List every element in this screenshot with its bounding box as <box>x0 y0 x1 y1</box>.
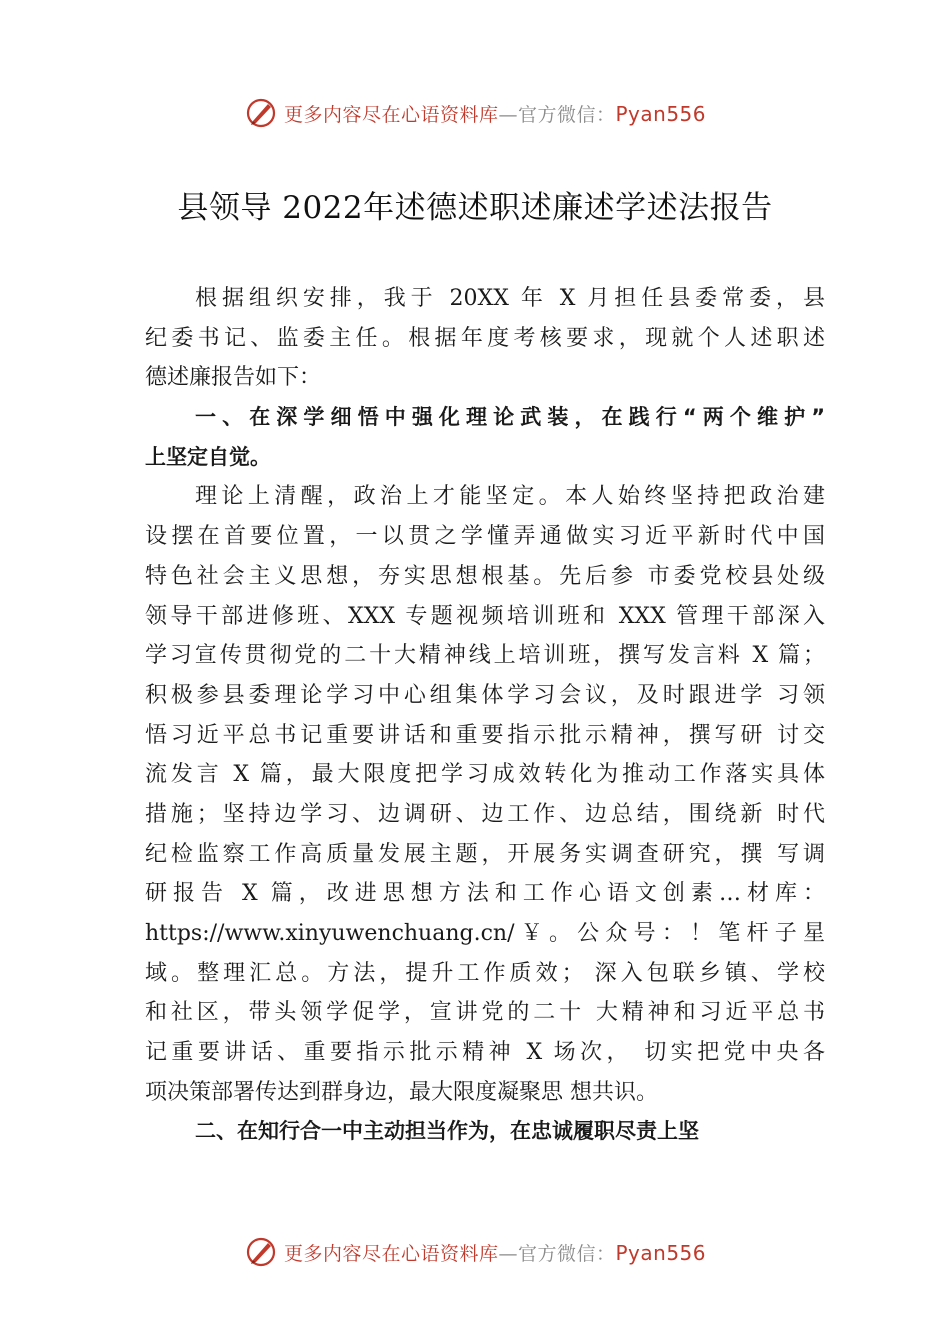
text-line: 积极参县委理论学习中心组集体学习会议，及时跟进学 习领 <box>145 682 825 708</box>
body-paragraph <box>145 477 825 1112</box>
text-line: 学习宣传贯彻党的二十大精神线上培训班，撰写发言料 X 篇； <box>145 643 825 669</box>
document-body <box>145 279 825 1152</box>
text-line: 理论上清醒，政治上才能坚定。本人始终坚持把政治建 <box>195 484 825 510</box>
text-line: 项决策部署传达到群身边，最大限度凝聚思 想共识。 <box>145 1079 658 1105</box>
text-line: 上坚定自觉。 <box>145 444 271 469</box>
document-title: 县领导 2022年述德述职述廉述学述法报告 <box>177 190 773 226</box>
text-line: 流发言 X 篇，最大限度把学习成效转化为推动工作落实具体 <box>145 762 825 788</box>
text-line: 措施；坚持边学习、边调研、边工作、边总结，围绕新 时代 <box>145 801 825 827</box>
text-line: 领导干部进修班、XXX 专题视频培训班和 XXX 管理干部深入 <box>145 603 825 629</box>
text-line: 悟习近平总书记重要讲话和重要指示批示精神，撰写研 讨交 <box>145 722 825 748</box>
text-line: 根据组织安排，我于 20XX 年 X 月担任县委常委，县 <box>195 286 825 311</box>
watermark-text: 更多内容尽在心语资料库—官方微信：Pyan556 <box>283 1240 707 1265</box>
text-line: 一、在深学细悟中强化理论武装，在践行“两个维护” <box>195 405 825 430</box>
watermark-footer <box>0 1232 950 1272</box>
body-paragraph <box>145 279 825 398</box>
text-line: 纪检监察工作高质量发展主题，开展务实调查研究，撰 写调 <box>145 841 825 867</box>
text-line: 纪委书记、监委主任。根据年度考核要求，现就个人述职述 <box>145 325 825 351</box>
watermark-text: 更多内容尽在心语资料库—官方微信：Pyan556 <box>283 101 707 126</box>
quill-logo-icon <box>244 1235 278 1269</box>
text-line: 设摆在首要位置，一以贯之学懂弄通做实习近平新时代中国 <box>145 524 825 550</box>
watermark-header <box>0 93 950 133</box>
text-line: 特色社会主义思想，夯实思想根基。先后参 市委党校县处级 <box>145 563 825 589</box>
text-line: 二、在知行合一中主动担当作为，在忠诚履职尽责上坚 <box>195 1119 699 1144</box>
section-heading <box>145 398 825 477</box>
text-line: 和社区，带头领学促学，宣讲党的二十 大精神和习近平总书 <box>145 1000 825 1026</box>
quill-logo-icon <box>244 96 278 130</box>
section-heading <box>145 1112 825 1152</box>
text-line: https://www.xinyuwenchuang.cn/￥。公众号：！笔杆子星 <box>145 921 825 946</box>
text-line: 记重要讲话、重要指示批示精神 X 场次， 切实把党中央各 <box>145 1040 825 1066</box>
text-line: 德述廉报告如下： <box>145 365 322 391</box>
text-line: 域。整理汇总。方法，提升工作质效； 深入包联乡镇、学校 <box>145 960 825 986</box>
text-line: 研报告 X 篇，改进思想方法和工作心语文创素…材库： <box>145 881 825 907</box>
